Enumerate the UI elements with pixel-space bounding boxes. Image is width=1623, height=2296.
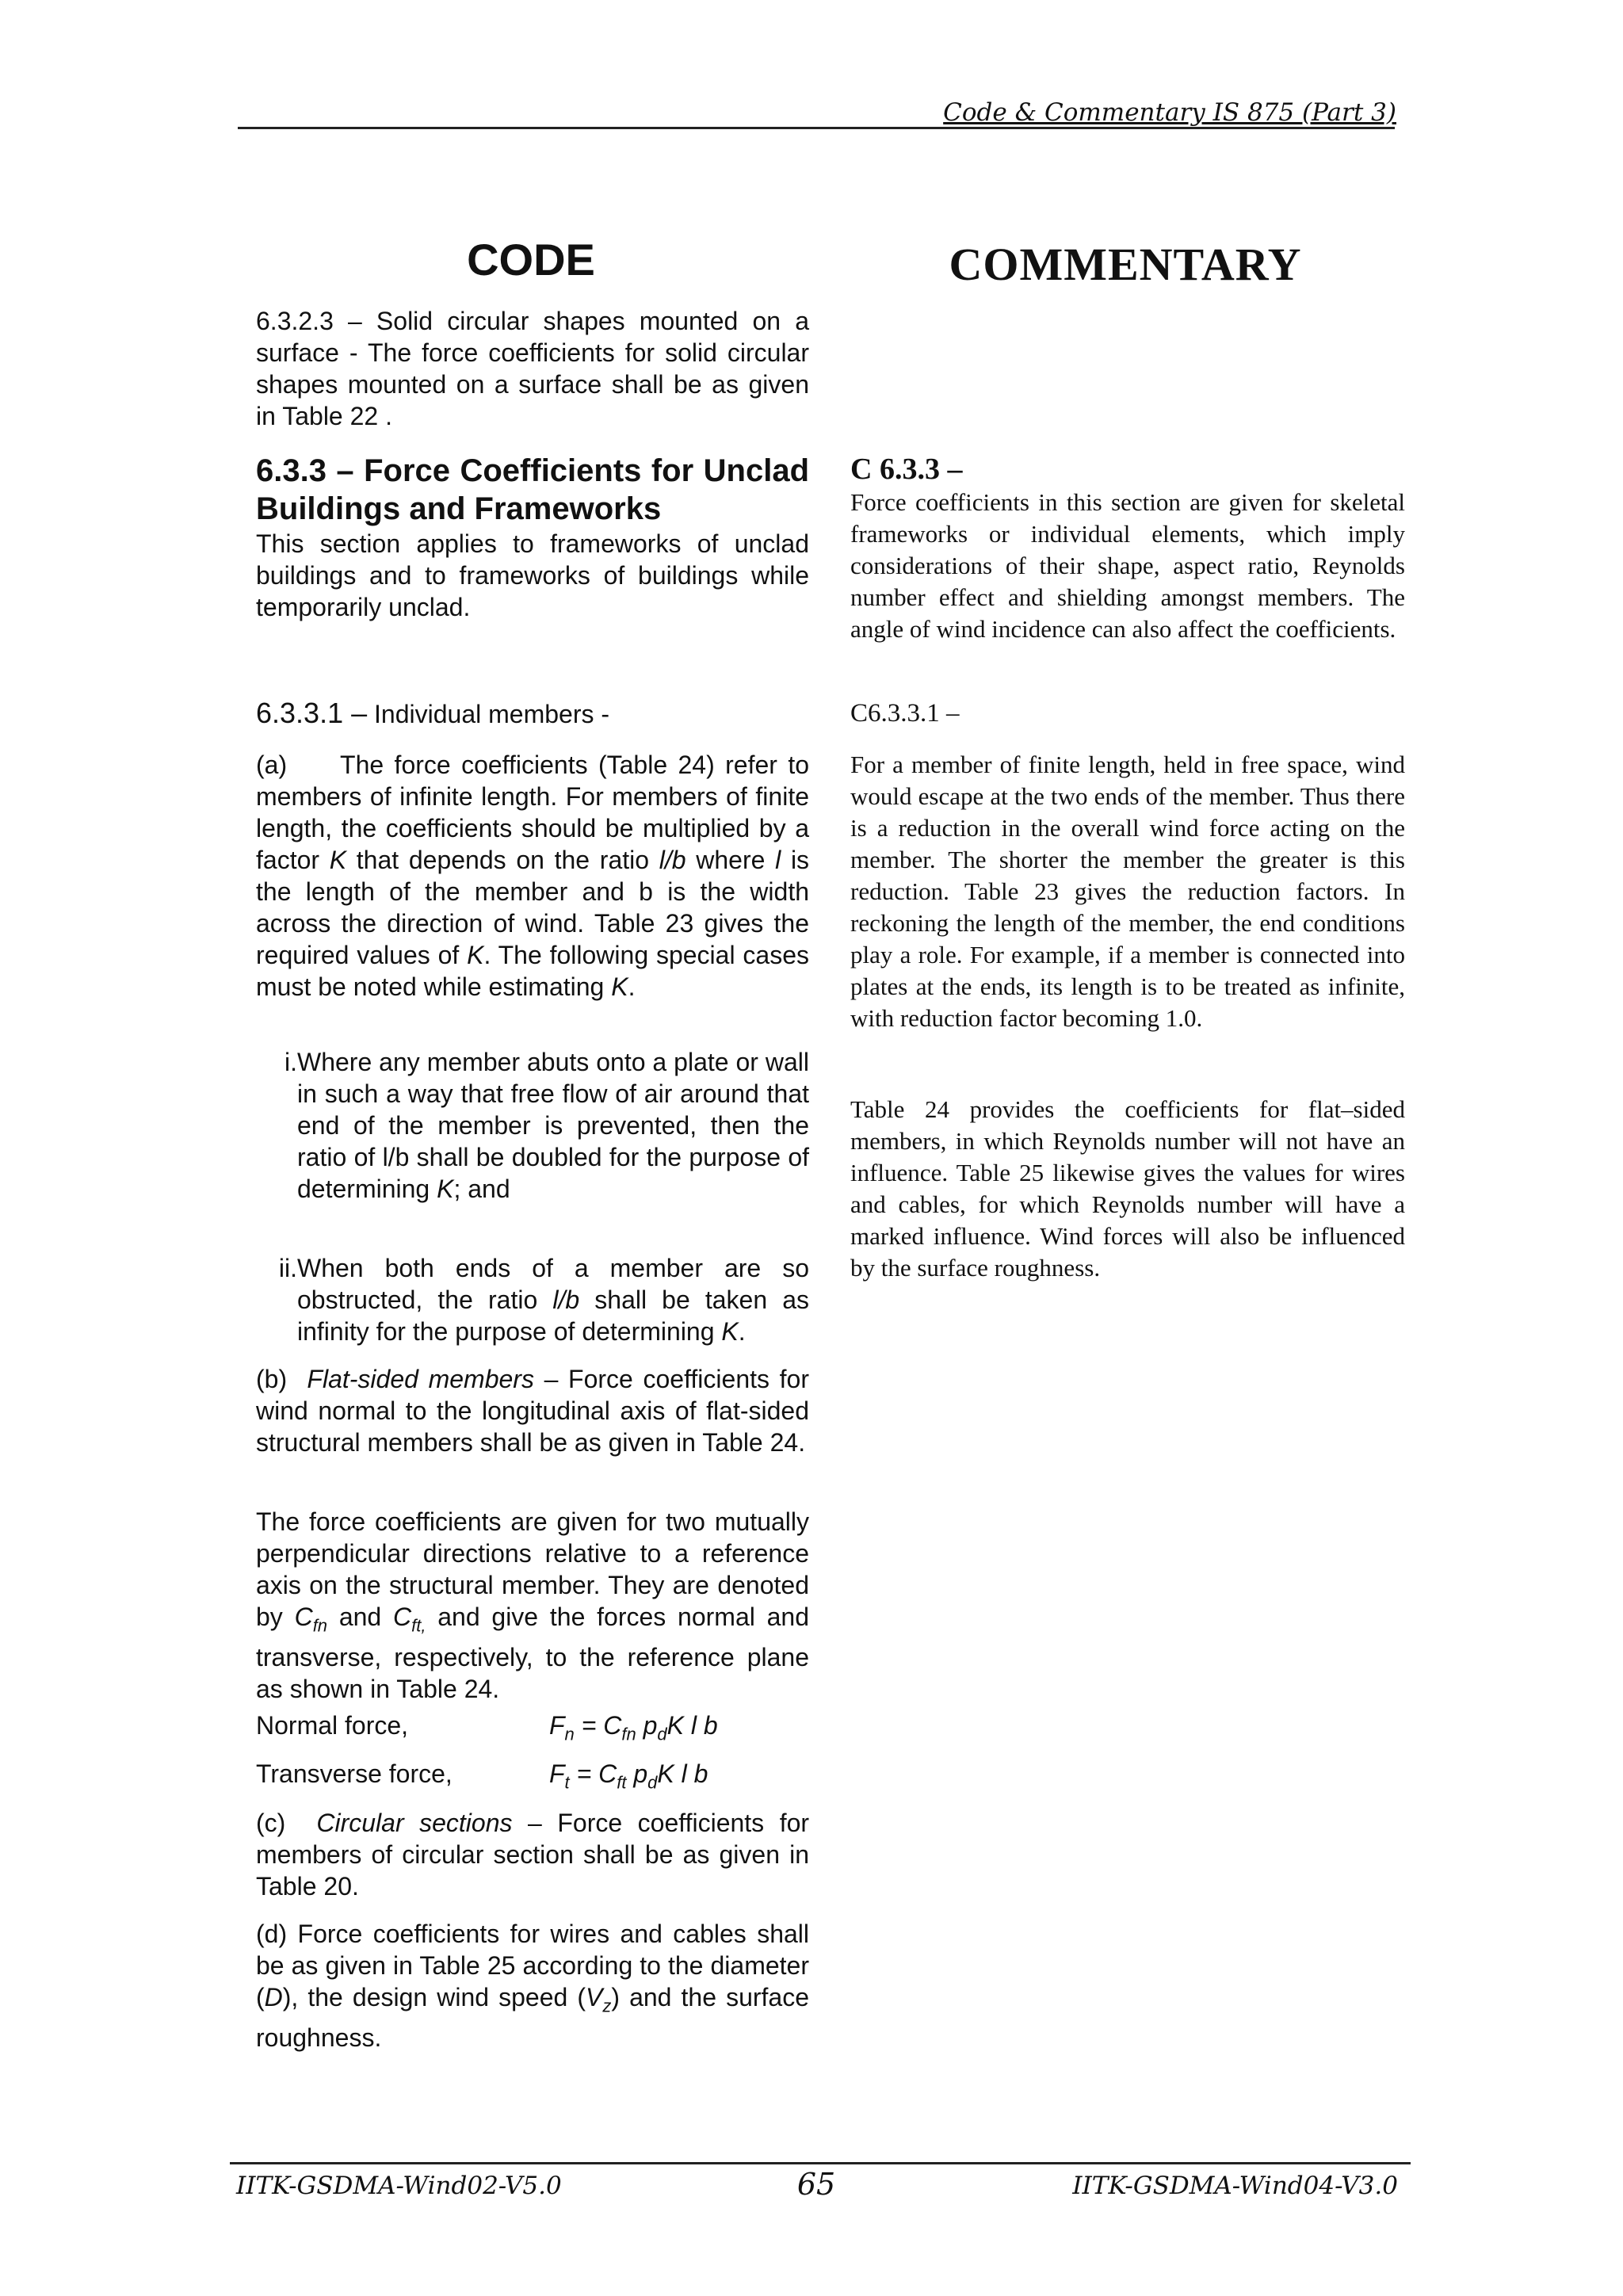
transverse-force-equation: $F_t = C_{ft}$ $p_dK$ l b bbox=[549, 1759, 708, 1793]
code-column-heading: CODE bbox=[467, 235, 595, 285]
page-number: 65 bbox=[796, 2167, 836, 2202]
item-text: . The following special cases must be noted while estimating bbox=[256, 941, 810, 1001]
commentary-c-6-3-3-heading: C 6.3.3 – bbox=[850, 453, 963, 486]
force-coefficients-paragraph bbox=[256, 1506, 809, 1705]
commentary-c-6-3-3 bbox=[850, 452, 1405, 645]
symbol-v: V bbox=[586, 1983, 603, 2011]
list-number: i. bbox=[285, 1048, 297, 1076]
item-b bbox=[256, 1363, 809, 1458]
item-text: where bbox=[696, 846, 766, 874]
symbol-lb: l/b bbox=[552, 1286, 580, 1314]
symbol-subscript: fn bbox=[312, 1615, 328, 1636]
clause-6-3-2-3: 6.3.2.3 – Solid circular shapes mounted on a surface - The force coefficients for solid circular shapes mounted on a surface shall be as given in Table 22 . bbox=[256, 307, 809, 430]
item-label: (b) bbox=[256, 1365, 288, 1393]
symbol-subscript: z bbox=[602, 1996, 612, 2016]
symbol-lb: l/b bbox=[659, 846, 686, 874]
list-text-part: shall be taken as infinity for the purpose of determining bbox=[297, 1286, 810, 1346]
item-text: – Force coefficients for members of circular section shall be as given in Table 20. bbox=[256, 1809, 810, 1901]
item-text: ) and the surface roughness. bbox=[256, 1983, 810, 2053]
item-text: (d) Force coefficients for wires and cables shall be as given in Table 25 according to the diameter ( bbox=[256, 1920, 809, 2011]
symbol-d: D bbox=[264, 1983, 283, 2011]
running-header: Code & Commentary IS 875 (Part 3) bbox=[943, 98, 1396, 127]
item-a bbox=[256, 749, 809, 1003]
commentary-table-24-paragraph: Table 24 provides the coefficients for flat–sided members, in which Reynolds number will not have an influence. Table 25 likewise gives the values for wires and cables, for which Reynolds number will have a marked influence. Wind forces will also be influenced by the surface roughness. bbox=[850, 1095, 1405, 1282]
list-text bbox=[273, 1046, 809, 1205]
list-text-part: ; and bbox=[453, 1175, 510, 1203]
list-text-part: Where any member abuts onto a plate or wall in such a way that free flow of air around that end of the member is prevented, then the ratio of l/b shall be doubled for the purpose of determining bbox=[297, 1048, 809, 1203]
clause-6-3-3-heading: 6.3.3 – Force Coefficients for Unclad Buildings and Frameworks bbox=[256, 453, 809, 526]
header-rule bbox=[238, 127, 1395, 129]
item-title: Circular sections bbox=[316, 1809, 513, 1837]
commentary-column-heading: COMMENTARY bbox=[949, 239, 1302, 290]
symbol-c: C bbox=[393, 1603, 412, 1631]
list-text bbox=[273, 1252, 809, 1347]
item-title: Flat-sided members bbox=[307, 1365, 534, 1393]
list-text-part: . bbox=[738, 1317, 746, 1346]
list-number: ii. bbox=[278, 1254, 297, 1282]
paragraph-text: and bbox=[338, 1603, 382, 1631]
symbol-subscript: ft, bbox=[411, 1615, 426, 1636]
clause-number: 6.3.3.1 – bbox=[256, 697, 368, 729]
symbol-k: K bbox=[467, 941, 484, 969]
item-text: that depends on the ratio bbox=[356, 846, 650, 874]
clause-6-3-3-1-heading bbox=[256, 697, 809, 730]
item-text: is the length of the member and b is the width across the direction of wind. Table 23 gives the required values of bbox=[256, 846, 810, 969]
item-text: The force coefficients (Table 24) refer to members of infinite length. For members of finite length, the coefficients should be multiplied by a factor bbox=[256, 751, 810, 874]
symbol-k: K bbox=[611, 972, 628, 1001]
clause-title: Individual members - bbox=[374, 700, 610, 728]
normal-force-equation: $F_n = C_{fn}$ $p_dK$ l b bbox=[549, 1711, 718, 1744]
paragraph-text: The force coefficients are given for two mutually perpendicular directions relative to a reference axis on the structural member. They are denoted by bbox=[256, 1507, 809, 1631]
item-label: (c) bbox=[256, 1809, 286, 1837]
list-text-part: When both ends of a member are so obstructed, the ratio bbox=[297, 1254, 809, 1314]
footer-right-id: IITK-GSDMA-Wind04-V3.0 bbox=[1072, 2172, 1398, 2200]
commentary-c-6-3-3-1-heading: C6.3.3.1 – bbox=[850, 699, 960, 728]
footer-left-id: IITK-GSDMA-Wind02-V5.0 bbox=[236, 2172, 562, 2200]
commentary-c-6-3-3-body: Force coefficients in this section are given for skeletal frameworks or individual elements, which imply considerations of their shape, aspect ratio, Reynolds number effect and shielding amongst members. The angle of wind incidence can also affect the coefficients. bbox=[850, 488, 1405, 643]
item-c bbox=[256, 1807, 809, 1902]
item-text: – Force coefficients for wind normal to the longitudinal axis of flat-sided structural members shall be as given in Table 24. bbox=[256, 1365, 809, 1457]
item-text: . bbox=[628, 972, 636, 1001]
list-item-i bbox=[273, 1046, 809, 1205]
list-item-ii bbox=[273, 1252, 809, 1347]
transverse-force-label: Transverse force, bbox=[256, 1759, 453, 1788]
commentary-c-6-3-3-1-body: For a member of finite length, held in free space, wind would escape at the two ends of the member. Thus there is a reduction in the overall wind force acting on the member. The shorter the member the greater is this reduction. Table 23 gives the reduction factors. In reckoning the length of the member, the end conditions play a role. For example, if a member is connected into plates at the ends, its length is to be treated as infinite, with reduction factor becoming 1.0. bbox=[850, 751, 1405, 1032]
symbol-l: l bbox=[775, 846, 781, 874]
symbol-k: K bbox=[437, 1175, 454, 1203]
symbol-k: K bbox=[329, 846, 347, 874]
clause-6-3-3-body: This section applies to frameworks of unclad buildings and to frameworks of buildings while temporarily unclad. bbox=[256, 529, 809, 621]
symbol-c: C bbox=[294, 1603, 313, 1631]
paragraph-text: and give the forces normal and transverse, respectively, to the reference plane as shown in Table 24. bbox=[256, 1603, 810, 1704]
footer-rule bbox=[230, 2162, 1411, 2164]
clause-6-3-3 bbox=[256, 452, 809, 623]
item-label: (a) bbox=[256, 751, 288, 779]
normal-force-label: Normal force, bbox=[256, 1711, 409, 1740]
item-d bbox=[256, 1918, 809, 2053]
item-text: ), the design wind speed ( bbox=[282, 1983, 586, 2011]
symbol-k: K bbox=[721, 1317, 739, 1346]
